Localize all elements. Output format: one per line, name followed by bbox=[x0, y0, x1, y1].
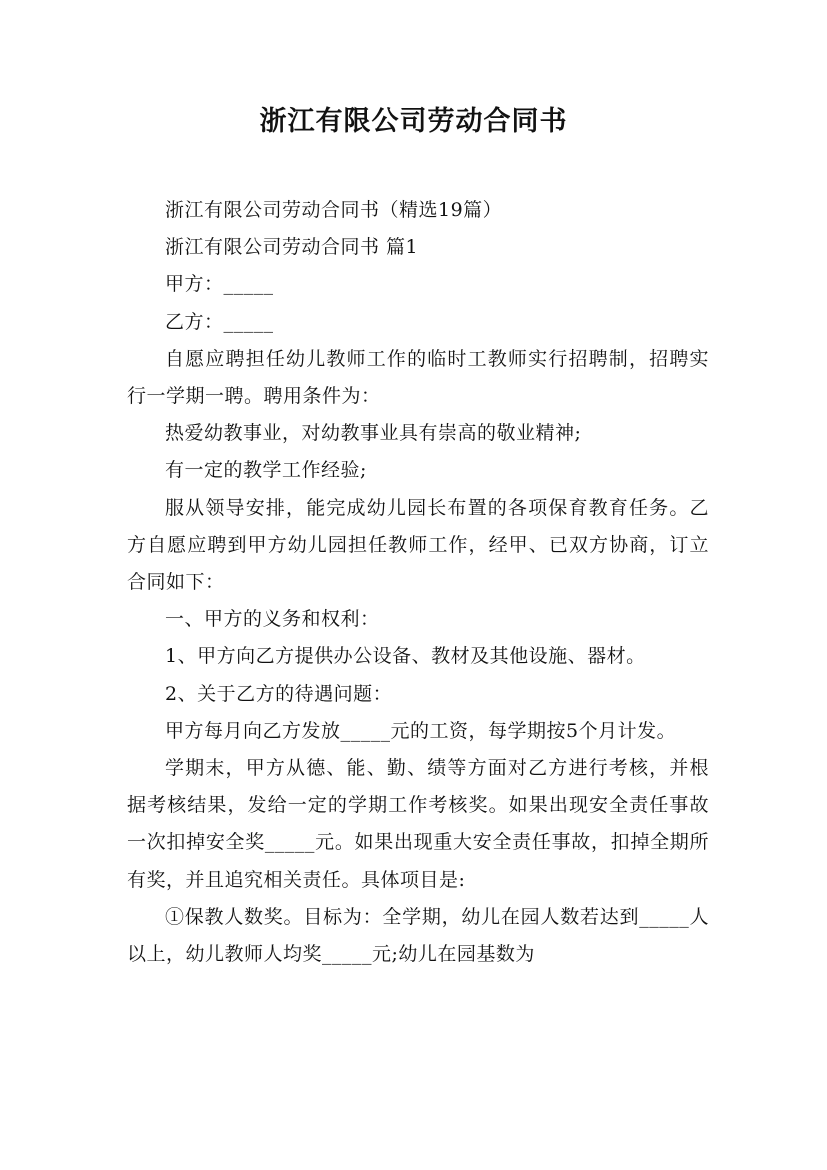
paragraph: 自愿应聘担任幼儿教师工作的临时工教师实行招聘制，招聘实行一学期一聘。聘用条件为： bbox=[127, 347, 709, 408]
paragraph-section-heading: 浙江有限公司劳动合同书 篇1 bbox=[165, 236, 419, 259]
paragraph: 学期末，甲方从德、能、勤、绩等方面对乙方进行考核，并根据考核结果，发给一定的学期工作考核奖。如果出现安全责任事故一次扣掉安全奖_____元。如果出现重大安全责任事故，扣掉全期所有奖，并且追究相关责任。具体项目是: bbox=[127, 757, 709, 891]
paragraph-subtitle: 浙江有限公司劳动合同书（精选19篇） bbox=[165, 199, 503, 221]
paragraph: 甲方每月向乙方发放_____元的工资，每学期按5个月计发。 bbox=[165, 719, 677, 742]
paragraph: 2、关于乙方的待遇问题： bbox=[165, 682, 393, 705]
paragraph: ①保教人数奖。目标为：全学期，幼儿在园人数若达到_____人以上，幼儿教师人均奖_____元;幼儿在园基数为 bbox=[127, 905, 709, 966]
paragraph: 有一定的教学工作经验; bbox=[165, 459, 367, 482]
document-title: 浙江有限公司劳动合同书 bbox=[259, 106, 568, 137]
paragraph: 1、甲方向乙方提供办公设备、教材及其他设施、器材。 bbox=[165, 645, 646, 668]
paragraph-party-b: 乙方：_____ bbox=[165, 310, 274, 333]
paragraph: 服从领导安排，能完成幼儿园长布置的各项保育教育任务。乙方自愿应聘到甲方幼儿园担任教师工作，经甲、已双方协商，订立合同如下： bbox=[127, 496, 709, 594]
document-body bbox=[127, 192, 709, 973]
paragraph-party-a: 甲方：_____ bbox=[165, 273, 274, 296]
paragraph: 热爱幼教事业，对幼教事业具有崇高的敬业精神; bbox=[165, 422, 582, 445]
paragraph-heading: 一、甲方的义务和权利： bbox=[165, 608, 380, 631]
